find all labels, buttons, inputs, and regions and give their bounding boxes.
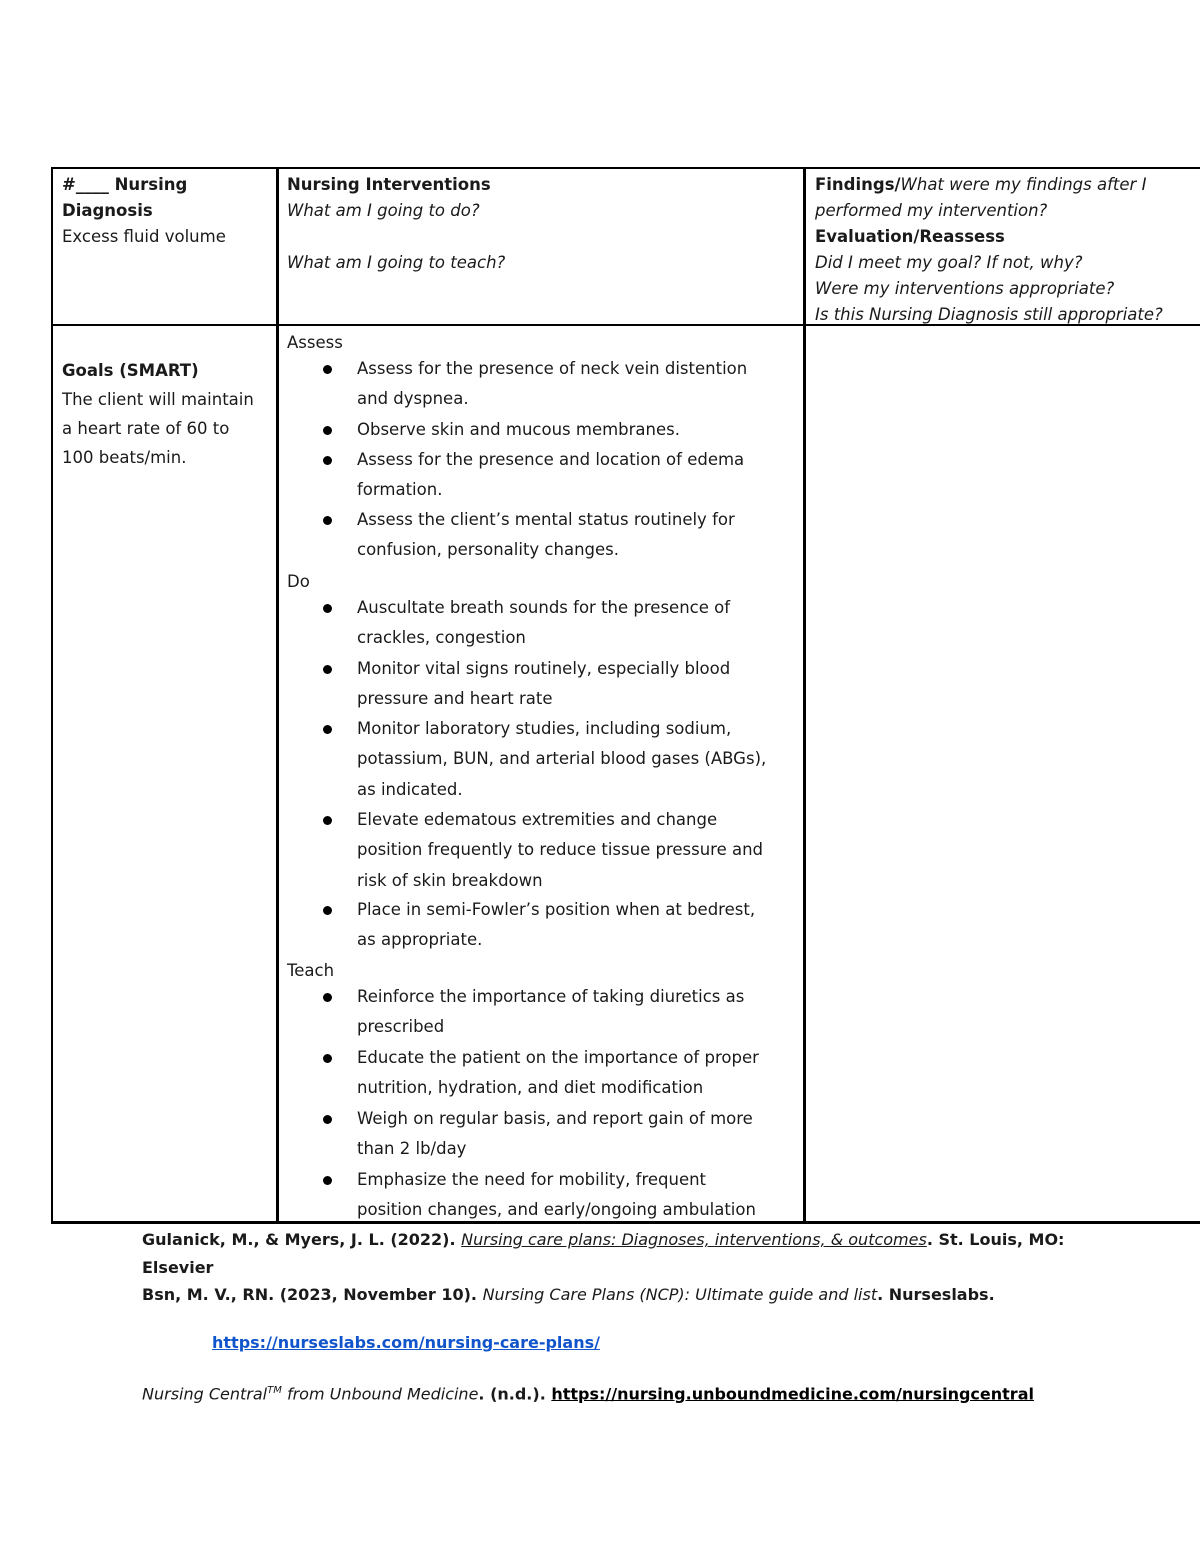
bullet-icon — [323, 516, 332, 525]
goals-heading: Goals (SMART) — [62, 361, 199, 380]
findings-question-cont: performed my intervention? — [815, 201, 1048, 220]
diagnosis-value: Excess fluid volume — [62, 227, 226, 246]
goals-line: a heart rate of 60 to — [62, 419, 230, 438]
evaluation-question-goal: Did I meet my goal? If not, why? — [815, 253, 1083, 272]
findings-heading: Findings/ — [815, 175, 901, 194]
diagnosis-number-label: #____ Nursing — [62, 175, 188, 194]
bullet-icon — [323, 1115, 332, 1124]
list-item: Assess for the presence and location of edema formation. — [357, 450, 745, 500]
table-top-border — [51, 167, 1200, 169]
list-item: Emphasize the need for mobility, frequent position changes, and early/ongoing ambulation — [357, 1170, 756, 1220]
reference-1: Gulanick, M., & Myers, J. L. (2022). Nursing care plans: Diagnoses, interventions, & outcomes. St. Louis, MO: — [142, 1230, 1065, 1249]
table-col-divider-2 — [803, 167, 806, 1224]
findings-header-cell — [815, 172, 1200, 328]
interventions-question-do: What am I going to do? — [287, 201, 480, 220]
list-item: Monitor laboratory studies, including sodium, potassium, BUN, and arterial blood gases (ABGs), as indicated. — [357, 719, 767, 799]
list-item: Auscultate breath sounds for the presence of crackles, congestion — [357, 598, 731, 648]
list-item: Elevate edematous extremities and change position frequently to reduce tissue pressure and risk of skin breakdown — [357, 810, 764, 890]
diagnosis-header-cell — [62, 172, 267, 250]
list-item: Observe skin and mucous membranes. — [357, 420, 680, 439]
list-item: Weigh on regular basis, and report gain of more than 2 lb/day — [357, 1109, 753, 1159]
reference-2: Bsn, M. V., RN. (2023, November 10). Nursing Care Plans (NCP): Ultimate guide and list. Nurseslabs. — [142, 1285, 995, 1304]
findings-question: What were my findings after I — [900, 175, 1147, 194]
list-item: Place in semi-Fowler’s position when at bedrest, as appropriate. — [357, 900, 756, 950]
interventions-header-cell — [287, 172, 792, 276]
list-item: Assess for the presence of neck vein distention and dyspnea. — [357, 359, 748, 409]
bullet-icon — [323, 456, 332, 465]
bullet-icon — [323, 665, 332, 674]
bullet-icon — [323, 365, 332, 374]
reference-2-url-line — [212, 1329, 600, 1357]
list-item: Monitor vital signs routinely, especially blood pressure and heart rate — [357, 659, 731, 709]
table-left-border — [51, 167, 53, 1224]
teach-section-label: Teach — [287, 961, 335, 980]
bullet-icon — [323, 604, 332, 613]
bullet-icon — [323, 993, 332, 1002]
bullet-icon — [323, 426, 332, 435]
unbound-medicine-link[interactable]: https://nursing.unboundmedicine.com/nursingcentral — [551, 1384, 1034, 1404]
reference-2-title: Nursing Care Plans (NCP): Ultimate guide and list — [482, 1285, 878, 1304]
interventions-question-teach: What am I going to teach? — [287, 253, 506, 272]
reference-3: Nursing Central™ from Unbound Medicine. (n.d.). https://nursing.unboundmedicine.com/nursingcentral — [142, 1384, 1034, 1404]
reference-1-title: Nursing care plans: Diagnoses, interventions, & outcomes — [461, 1230, 927, 1249]
bullet-icon — [323, 906, 332, 915]
diagnosis-heading: Diagnosis — [62, 201, 153, 220]
bullet-icon — [323, 725, 332, 734]
goals-line: The client will maintain — [62, 390, 254, 409]
list-item: Educate the patient on the importance of proper nutrition, hydration, and diet modification — [357, 1048, 759, 1098]
list-item: Reinforce the importance of taking diuretics as prescribed — [357, 987, 745, 1037]
interventions-heading: Nursing Interventions — [287, 175, 491, 194]
bullet-icon — [323, 816, 332, 825]
assess-section-label: Assess — [287, 333, 343, 352]
goals-cell — [62, 356, 272, 472]
goals-line: 100 beats/min. — [62, 448, 187, 467]
do-section-label: Do — [287, 572, 310, 591]
list-item: Assess the client’s mental status routinely for confusion, personality changes. — [357, 510, 735, 560]
evaluation-question-interventions: Were my interventions appropriate? — [815, 279, 1115, 298]
reference-1-publisher: Elsevier — [142, 1257, 214, 1277]
table-col-divider-1 — [276, 167, 279, 1224]
bullet-icon — [323, 1054, 332, 1063]
bullet-icon — [323, 1176, 332, 1185]
evaluation-question-diagnosis: Is this Nursing Diagnosis still appropriate? — [815, 305, 1163, 324]
nurseslabs-link[interactable]: https://nurseslabs.com/nursing-care-plans/ — [212, 1333, 600, 1352]
evaluation-heading: Evaluation/Reassess — [815, 227, 1005, 246]
